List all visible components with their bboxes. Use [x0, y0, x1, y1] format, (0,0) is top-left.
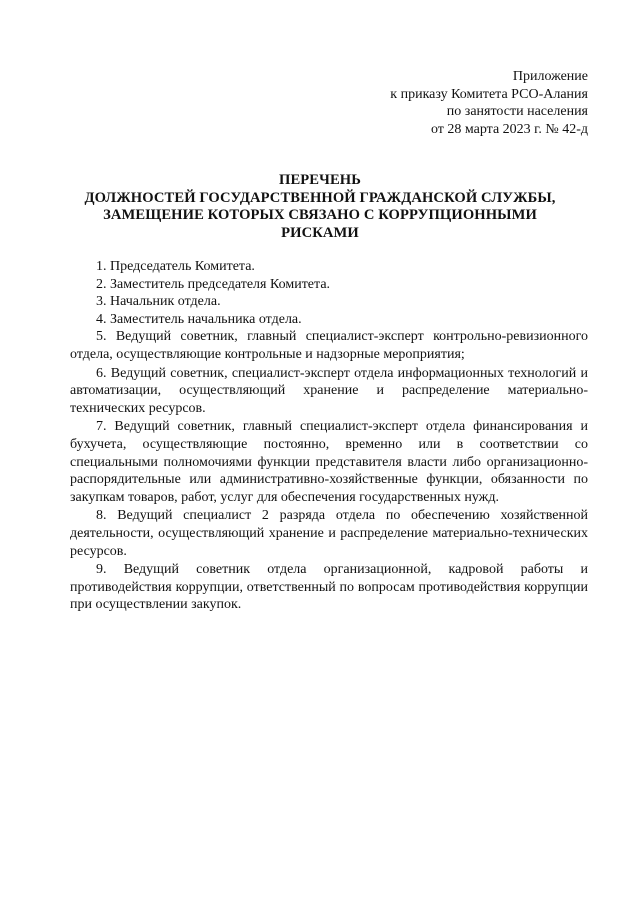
list-item-9: 9. Ведущий советник отдела организационной, кадровой работы и противодействия коррупции, ответственный по вопросам противодействия коррупции при осуществлении закупок.	[70, 562, 588, 613]
list-item-7: 7. Ведущий советник, главный специалист-эксперт отдела финансирования и бухучета, осуществляющие постоянно, временно или в соответствии со специальными полномочиями функции представителя власти либо организационно-распорядительные или административно-хозяйственные функции, обязанности по закупкам товаров, работ, услуг для обеспечения государственных нужд.	[70, 419, 588, 505]
title-line: ПЕРЕЧЕНЬ	[279, 172, 361, 188]
list-item-2: 2. Заместитель председателя Комитета.	[96, 276, 331, 292]
order-reference: к приказу Комитета РСО-Алания	[390, 86, 588, 102]
list-item-5: 5. Ведущий советник, главный специалист-эксперт контрольно-ревизионного отдела, осуществляющие контрольные и надзорные мероприятия;	[70, 329, 588, 362]
list-item-8: 8. Ведущий специалист 2 разряда отдела по обеспечению хозяйственной деятельности, осуществляющий хранение и распределение материально-технических ресурсов.	[70, 508, 588, 559]
list-item-3: 3. Начальник отдела.	[96, 294, 221, 310]
title-line: РИСКАМИ	[281, 224, 359, 241]
title-line: ДОЛЖНОСТЕЙ ГОСУДАРСТВЕННОЙ ГРАЖДАНСКОЙ СЛУЖБЫ,	[84, 189, 556, 206]
order-department: по занятости населения	[446, 104, 588, 119]
document-title	[60, 172, 580, 242]
appendix-header	[390, 68, 588, 138]
positions-list	[70, 258, 588, 615]
list-item-6: 6. Ведущий советник, специалист-эксперт отдела информационных технологий и автоматизации, осуществляющий хранение и распределение материально-технических ресурсов.	[70, 365, 588, 416]
appendix-label: Приложение	[512, 69, 588, 84]
list-item-1: 1. Председатель Комитета.	[96, 259, 255, 274]
order-date-number: от 28 марта 2023 г. № 42-д	[430, 121, 588, 137]
list-item-4: 4. Заместитель начальника отдела.	[96, 311, 302, 327]
title-line: ЗАМЕЩЕНИЕ КОТОРЫХ СВЯЗАНО С КОРРУПЦИОННЫМИ	[103, 207, 537, 223]
